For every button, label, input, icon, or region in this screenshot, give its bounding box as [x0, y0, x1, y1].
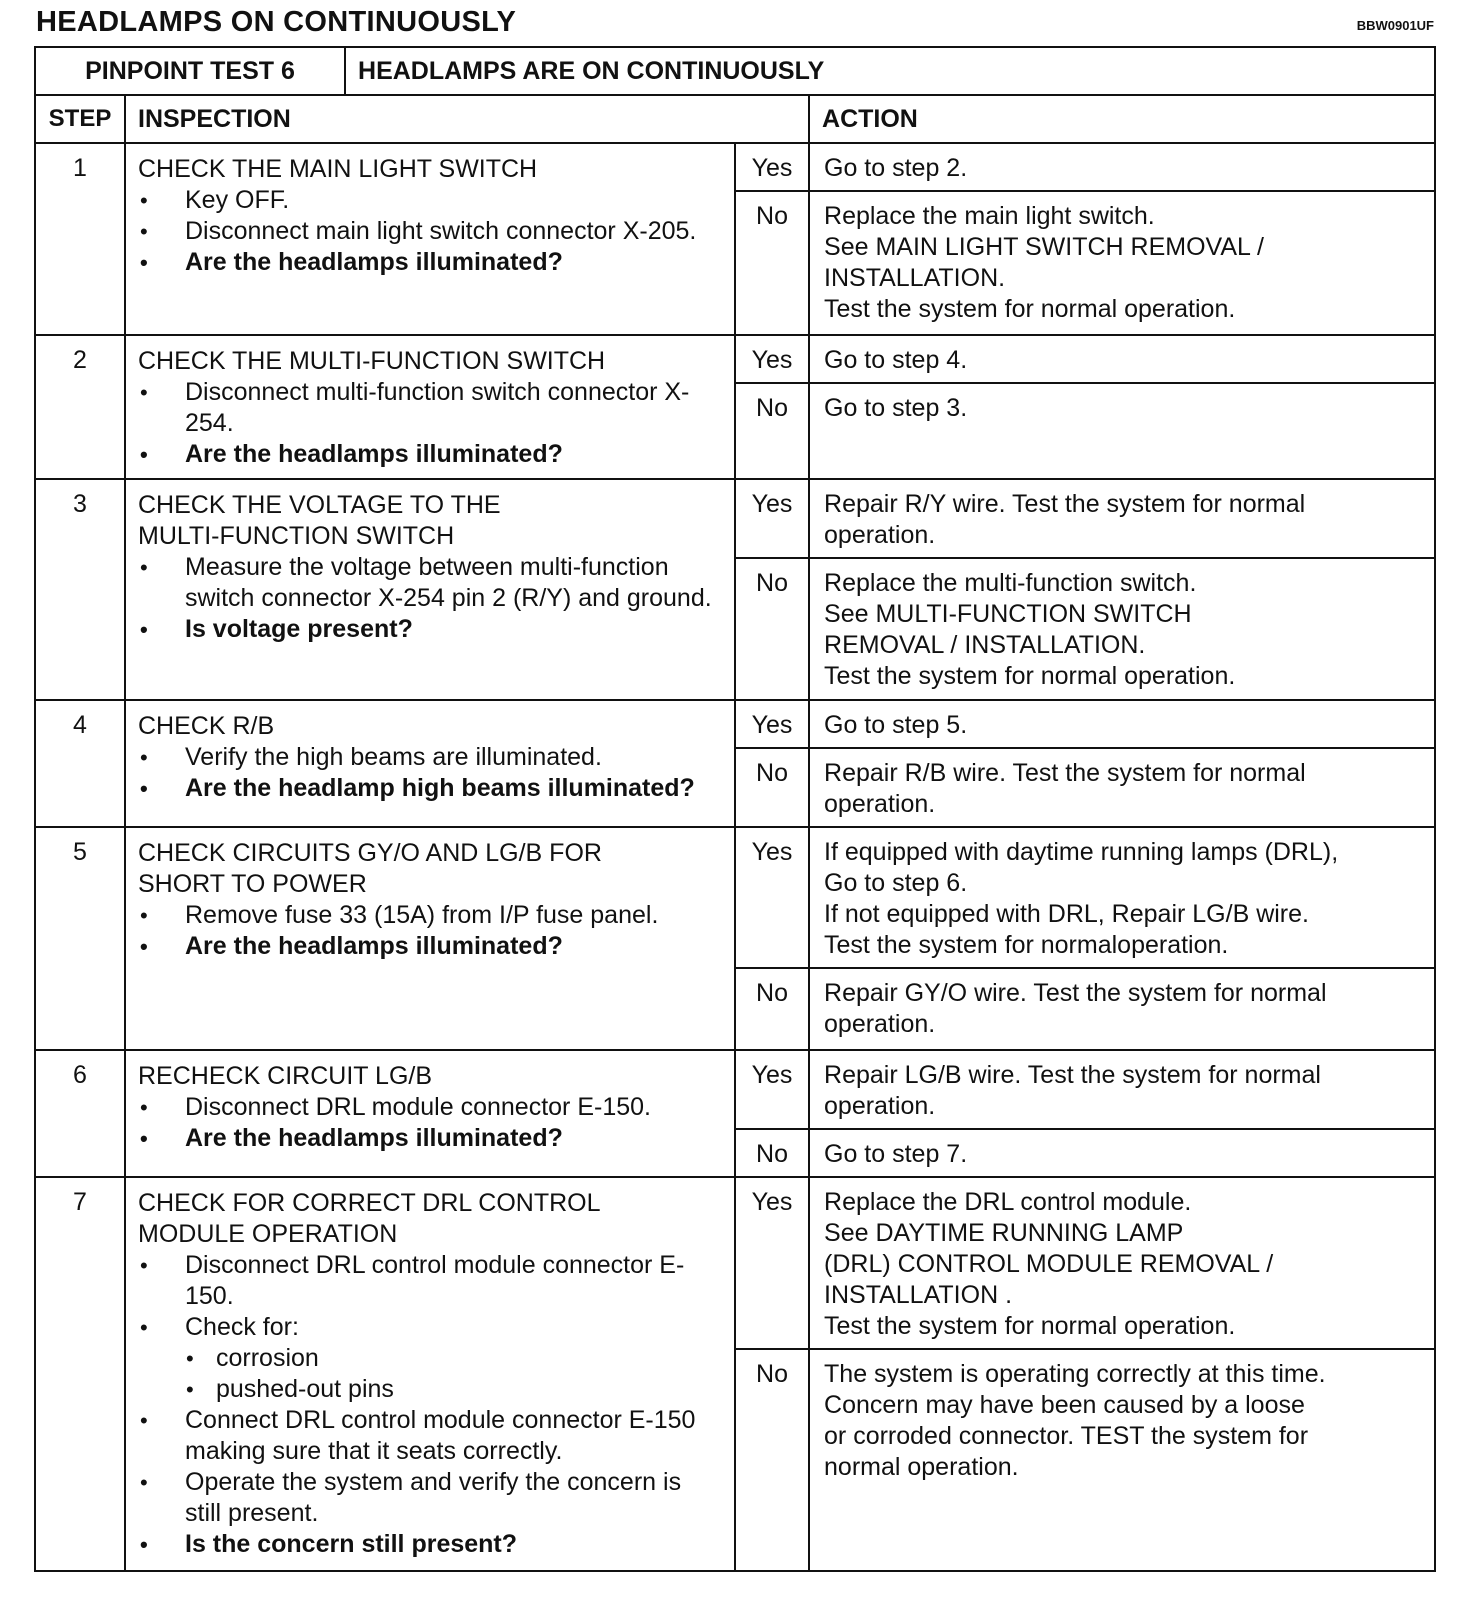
step-inspection — [125, 700, 735, 827]
step-row — [35, 700, 1435, 748]
step-row — [35, 1177, 1435, 1349]
action-yes: Replace the DRL control module. See DAYTIME RUNNING LAMP (DRL) CONTROL MODULE REMOVAL / INSTALLATION . Test the system for normal operation. — [809, 1177, 1435, 1349]
inspection-sub-bullet: • pushed-out pins — [138, 1374, 724, 1405]
action-yes: Go to step 2. — [809, 143, 1435, 191]
document-code: BBW0901UF — [1356, 18, 1434, 33]
inspection-bullet: • Operate the system and verify the concern is still present. — [138, 1467, 724, 1529]
answer-yes: Yes — [735, 827, 809, 968]
answer-no: No — [735, 383, 809, 479]
inspection-sub-bullet: • corrosion — [138, 1343, 724, 1374]
inspection-bullet: • Disconnect DRL module connector E-150. — [138, 1092, 724, 1123]
step-number: 1 — [35, 143, 125, 335]
inspection-bullet: • Disconnect main light switch connector X-205. — [138, 216, 724, 247]
step-number: 2 — [35, 335, 125, 479]
step-inspection — [125, 335, 735, 479]
inspection-bullet: • Disconnect DRL control module connector E-150. — [138, 1250, 724, 1312]
step-heading: CHECK THE MAIN LIGHT SWITCH — [138, 155, 538, 183]
answer-no: No — [735, 968, 809, 1050]
step-number: 7 — [35, 1177, 125, 1571]
step-heading: MULTI-FUNCTION SWITCH — [138, 522, 455, 550]
answer-no: No — [735, 748, 809, 827]
inspection-bullet: • Disconnect multi-function switch connector X-254. — [138, 377, 724, 439]
column-header-inspection: INSPECTION — [125, 95, 809, 143]
step-number: 6 — [35, 1050, 125, 1177]
column-header-row — [35, 95, 1435, 143]
inspection-question: • Is voltage present? — [138, 614, 724, 645]
step-heading: MODULE OPERATION — [138, 1220, 398, 1248]
inspection-bullet: • Verify the high beams are illuminated. — [138, 742, 724, 773]
inspection-question: • Is the concern still present? — [138, 1529, 724, 1560]
answer-yes: Yes — [735, 335, 809, 383]
step-heading: CHECK FOR CORRECT DRL CONTROL — [138, 1189, 601, 1217]
action-yes: Go to step 4. — [809, 335, 1435, 383]
step-row — [35, 1050, 1435, 1129]
step-heading: CHECK R/B — [138, 712, 275, 740]
step-number: 4 — [35, 700, 125, 827]
step-inspection — [125, 1050, 735, 1177]
action-no: Go to step 3. — [809, 383, 1435, 479]
inspection-bullet: • Check for: — [138, 1312, 724, 1343]
inspection-bullet: • Remove fuse 33 (15A) from I/P fuse panel. — [138, 900, 724, 931]
answer-no: No — [735, 558, 809, 700]
step-row — [35, 827, 1435, 968]
inspection-bullet: • Key OFF. — [138, 185, 724, 216]
column-header-step: STEP — [35, 95, 125, 143]
action-no: Replace the main light switch. See MAIN LIGHT SWITCH REMOVAL / INSTALLATION. Test the system for normal operation. — [809, 191, 1435, 335]
inspection-question: • Are the headlamps illuminated? — [138, 439, 724, 470]
answer-yes: Yes — [735, 1177, 809, 1349]
step-heading: CHECK THE MULTI-FUNCTION SWITCH — [138, 347, 606, 375]
action-yes: Go to step 5. — [809, 700, 1435, 748]
action-no: Go to step 7. — [809, 1129, 1435, 1177]
step-heading: CHECK CIRCUITS GY/O AND LG/B FOR — [138, 839, 602, 867]
step-heading: CHECK THE VOLTAGE TO THE — [138, 491, 501, 519]
action-yes: Repair LG/B wire. Test the system for normal operation. — [809, 1050, 1435, 1129]
step-inspection — [125, 827, 735, 1050]
inspection-bullet: • Measure the voltage between multi-function switch connector X-254 pin 2 (R/Y) and ground. — [138, 552, 724, 614]
test-label: PINPOINT TEST 6 — [35, 47, 345, 95]
step-inspection — [125, 143, 735, 335]
answer-yes: Yes — [735, 143, 809, 191]
step-row — [35, 335, 1435, 383]
action-no: Replace the multi-function switch. See MULTI-FUNCTION SWITCH REMOVAL / INSTALLATION. Test the system for normal operation. — [809, 558, 1435, 700]
inspection-question: • Are the headlamps illuminated? — [138, 247, 724, 278]
inspection-question: • Are the headlamps illuminated? — [138, 1123, 724, 1154]
action-yes: Repair R/Y wire. Test the system for normal operation. — [809, 479, 1435, 558]
action-no: Repair GY/O wire. Test the system for normal operation. — [809, 968, 1435, 1050]
test-header-row — [35, 47, 1435, 95]
action-no: Repair R/B wire. Test the system for normal operation. — [809, 748, 1435, 827]
column-header-action: ACTION — [809, 95, 1435, 143]
action-no: The system is operating correctly at this time. Concern may have been caused by a loose or corroded connector. TEST the system for normal operation. — [809, 1349, 1435, 1571]
pinpoint-test-table — [34, 46, 1434, 1572]
test-description: HEADLAMPS ARE ON CONTINUOUSLY — [345, 47, 1435, 95]
answer-yes: Yes — [735, 700, 809, 748]
answer-yes: Yes — [735, 479, 809, 558]
action-yes: If equipped with daytime running lamps (DRL), Go to step 6. If not equipped with DRL, Repair LG/B wire. Test the system for normaloperation. — [809, 827, 1435, 968]
step-heading: RECHECK CIRCUIT LG/B — [138, 1062, 433, 1090]
answer-no: No — [735, 1349, 809, 1571]
answer-yes: Yes — [735, 1050, 809, 1129]
answer-no: No — [735, 191, 809, 335]
step-row — [35, 143, 1435, 191]
answer-no: No — [735, 1129, 809, 1177]
inspection-question: • Are the headlamp high beams illuminated? — [138, 773, 724, 804]
step-inspection — [125, 479, 735, 700]
inspection-bullet: • Connect DRL control module connector E-150 making sure that it seats correctly. — [138, 1405, 724, 1467]
step-row — [35, 479, 1435, 558]
step-number: 3 — [35, 479, 125, 700]
inspection-question: • Are the headlamps illuminated? — [138, 931, 724, 962]
page-title: HEADLAMPS ON CONTINUOUSLY — [36, 6, 517, 38]
step-number: 5 — [35, 827, 125, 1050]
step-inspection — [125, 1177, 735, 1571]
step-heading: SHORT TO POWER — [138, 870, 367, 898]
